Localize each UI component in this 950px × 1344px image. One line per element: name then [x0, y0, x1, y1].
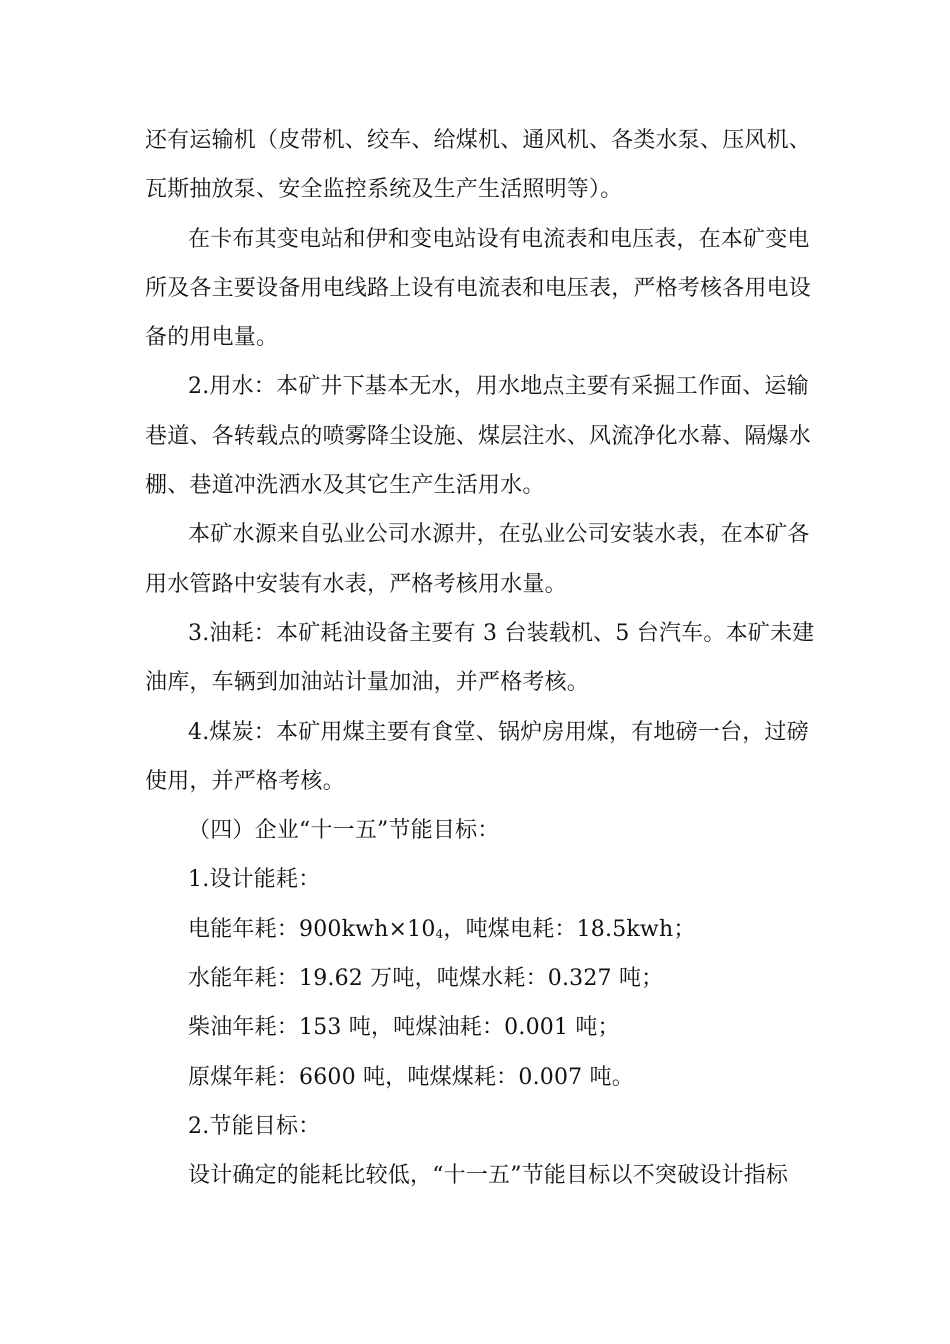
line-text: （四）企业“十一五”节能目标：: [188, 818, 500, 844]
line-text: 巷道、各转载点的喷雾降尘设施、煤层注水、风流净化水幕、隔爆水: [145, 423, 812, 449]
text-line-17: [145, 905, 810, 954]
line-text: 瓦斯抽放泵、安全监控系统及生产生活照明等）。: [145, 177, 623, 203]
text-line-13: [145, 708, 810, 757]
text-line-21: [145, 1102, 810, 1151]
text-line-5: [145, 313, 810, 362]
text-line-15: [145, 806, 810, 855]
text-line-8: [145, 461, 810, 510]
text-line-14: [145, 757, 810, 806]
document-body: [145, 116, 815, 1201]
line-text: 设计确定的能耗比较低，“十一五”节能目标以不突破设计指标: [188, 1163, 789, 1189]
text-line-12: [145, 658, 810, 707]
text-line-7: [145, 412, 810, 461]
text-line-18: [145, 954, 810, 1003]
text-line-2: [145, 165, 810, 214]
line-text: 3.油耗：本矿耗油设备主要有 3 台装载机、5 台汽车。本矿未建: [188, 620, 815, 646]
line-text-after: ，吨煤电耗：18.5kwh；: [443, 916, 696, 942]
line-text: 棚、巷道冲洗洒水及其它生产生活用水。: [145, 473, 545, 499]
text-line-16: [145, 855, 810, 904]
text-line-9: [145, 510, 810, 559]
line-text: 使用，并严格考核。: [145, 768, 345, 794]
text-line-19: [145, 1003, 810, 1052]
line-text: 用水管路中安装有水表，严格考核用水量。: [145, 571, 567, 597]
line-text: 水能年耗：19.62 万吨，吨煤水耗：0.327 吨；: [188, 966, 664, 992]
text-line-1: [145, 116, 810, 165]
line-text: 在卡布其变电站和伊和变电站设有电流表和电压表，在本矿变电: [188, 226, 810, 252]
text-line-11: [145, 609, 815, 658]
text-line-22: [145, 1151, 810, 1200]
line-text: 柴油年耗：153 吨，吨煤油耗：0.001 吨；: [188, 1015, 620, 1041]
text-line-3: [145, 215, 810, 264]
line-text: 2.用水：本矿井下基本无水，用水地点主要有采掘工作面、运输: [188, 374, 809, 400]
line-text: 1.设计能耗：: [188, 867, 321, 893]
line-text: 油库，车辆到加油站计量加油，并严格考核。: [145, 670, 590, 696]
line-text: 所及各主要设备用电线路上设有电流表和电压表，严格考核各用电设: [145, 275, 812, 301]
superscript-power: 4: [435, 926, 444, 941]
line-text: 2.节能目标：: [188, 1113, 321, 1139]
text-line-4: [145, 264, 810, 313]
line-text: 备的用电量。: [145, 325, 279, 351]
text-line-10: [145, 560, 810, 609]
text-line-20: [145, 1053, 810, 1102]
line-text: 还有运输机（皮带机、绞车、给煤机、通风机、各类水泵、压风机、: [145, 128, 812, 153]
text-line-6: [145, 362, 810, 411]
line-text: 电能年耗：900kwh×10: [188, 916, 436, 942]
line-text: 本矿水源来自弘业公司水源井，在弘业公司安装水表，在本矿各: [188, 522, 810, 548]
line-text: 原煤年耗：6600 吨，吨煤煤耗：0.007 吨。: [188, 1064, 634, 1090]
line-text: 4.煤炭：本矿用煤主要有食堂、锅炉房用煤，有地磅一台，过磅: [188, 719, 809, 745]
